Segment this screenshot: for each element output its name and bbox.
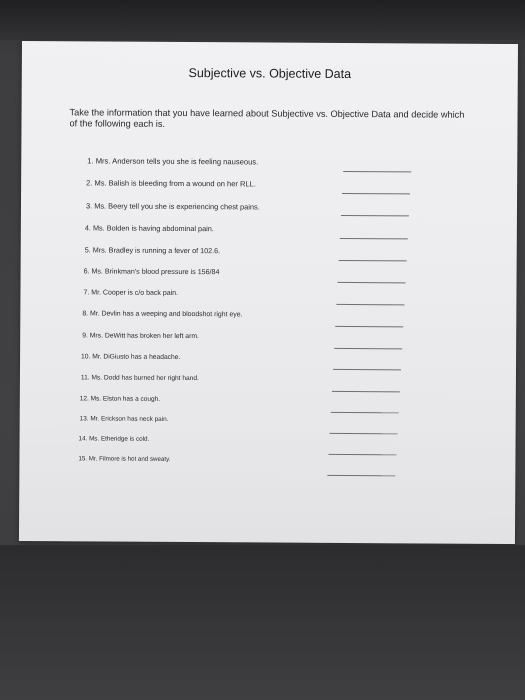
- answer-blank: [327, 475, 395, 476]
- question-item: 10. Mr. DiGiusto has a headache.: [81, 353, 181, 361]
- question-item: 14. Ms. Etheridge is cold.: [78, 435, 150, 443]
- worksheet-title: Subjective vs. Objective Data: [188, 66, 352, 82]
- monitor-bezel: [0, 0, 525, 40]
- question-item: 12. Ms. Elston has a cough.: [79, 395, 161, 403]
- question-item: 1. Mrs. Anderson tells you she is feeling nauseous.: [87, 156, 259, 167]
- worksheet-instructions: Take the information that you have learned about Subjective vs. Objective Data and decide which of the following each is.: [69, 107, 465, 129]
- question-item: 4. Ms. Bolden is having abdominal pain.: [84, 223, 214, 234]
- answer-blank: [332, 391, 400, 392]
- answer-blank: [342, 193, 410, 194]
- answer-blank: [328, 454, 396, 455]
- answer-blank: [333, 369, 401, 370]
- answer-blank: [343, 171, 411, 172]
- answer-blank: [339, 260, 407, 261]
- question-item: 15. Mr. Filmore is hot and sweaty.: [78, 455, 171, 463]
- question-item: 6. Ms. Brinkman's blood pressure is 156/84: [83, 267, 220, 277]
- answer-blank: [336, 304, 404, 305]
- question-item: 13. Mr. Erickson has neck pain.: [79, 415, 169, 423]
- question-item: 9. Mrs. DeWitt has broken her left arm.: [82, 332, 199, 341]
- question-item: 11. Ms. Dodd has burned her right hand.: [80, 374, 199, 383]
- desk-surface: [0, 545, 525, 700]
- worksheet-page: [19, 41, 518, 544]
- question-item: 2. Ms. Balish is bleeding from a wound on her RLL.: [86, 178, 256, 189]
- question-item: 3. Ms. Beery tell you she is experiencing chest pains.: [85, 201, 260, 212]
- answer-blank: [335, 326, 403, 327]
- answer-blank: [340, 238, 408, 239]
- answer-blank: [334, 348, 402, 349]
- question-item: 8. Mr. Devlin has a weeping and bloodshot right eye.: [82, 310, 243, 319]
- answer-blank: [331, 412, 399, 413]
- question-item: 5. Mrs. Bradley is running a fever of 102.6.: [84, 245, 221, 256]
- answer-blank: [330, 433, 398, 434]
- answer-blank: [341, 215, 409, 216]
- answer-blank: [338, 282, 406, 283]
- question-item: 7. Mr. Cooper is c/o back pain.: [83, 289, 179, 297]
